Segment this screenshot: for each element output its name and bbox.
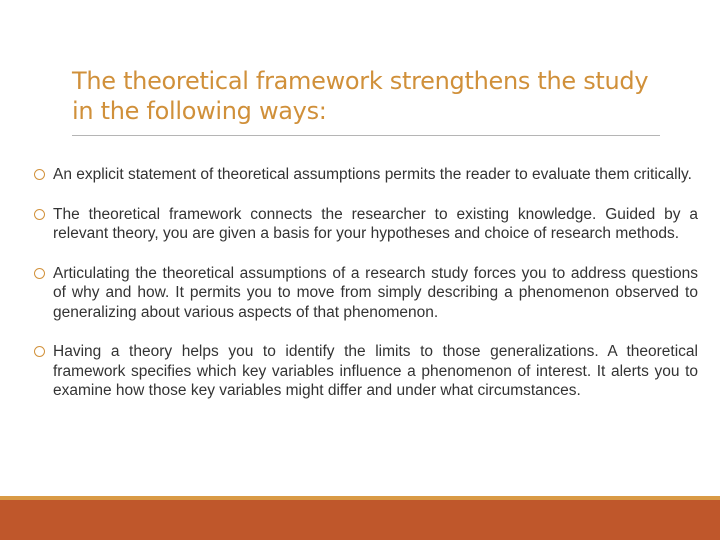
- bullet-list: [34, 165, 698, 421]
- bullet-text: Articulating the theoretical assumptions of a research study forces you to address questions of why and how. It permits you to move from simply describing a phenomenon observed to generalizing about various aspects of that phenomenon.: [53, 264, 698, 321]
- bullet-item: [34, 264, 698, 323]
- hollow-circle-icon: [34, 346, 45, 357]
- slide-title: The theoretical framework strengthens the study in the following ways:: [72, 67, 649, 125]
- bullet-text: The theoretical framework connects the researcher to existing knowledge. Guided by a relevant theory, you are given a basis for your hypotheses and choice of research methods.: [53, 205, 698, 242]
- bullet-text: Having a theory helps you to identify the limits to those generalizations. A theoretical framework specifies which key variables influence a phenomenon of interest. It alerts you to examine how those key variables might differ and under what circumstances.: [53, 343, 698, 399]
- hollow-circle-icon: [34, 209, 45, 220]
- bullet-item: [34, 165, 698, 185]
- bullet-item: [34, 342, 698, 401]
- title-divider: [72, 135, 660, 136]
- hollow-circle-icon: [34, 169, 45, 180]
- bullet-text: An explicit statement of theoretical assumptions permits the reader to evaluate them critically.: [53, 166, 692, 183]
- bullet-item: [34, 205, 698, 244]
- footer-bar: [0, 500, 720, 540]
- hollow-circle-icon: [34, 268, 45, 279]
